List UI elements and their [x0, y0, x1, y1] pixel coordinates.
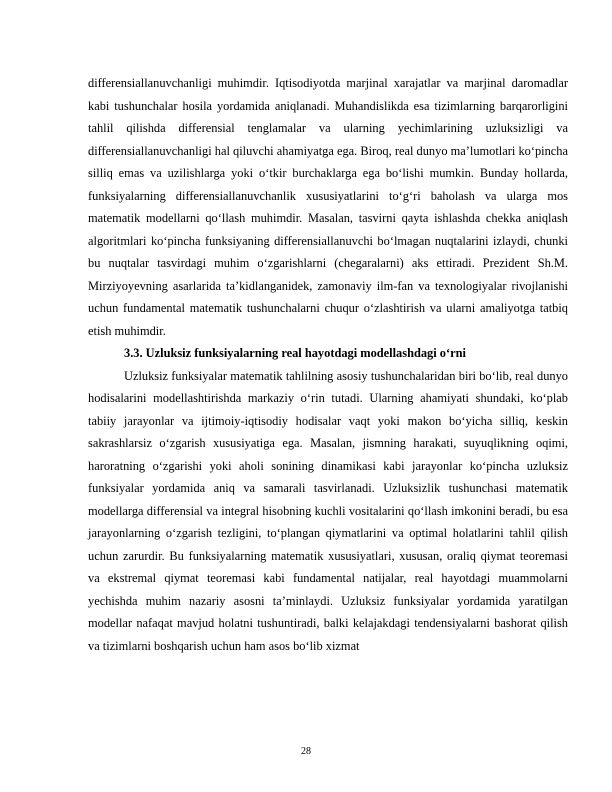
section-heading: 3.3. Uzluksiz funksiyalarning real hayotdagi modellashdagi o‘rni — [124, 346, 466, 360]
body-paragraph: Uzluksiz funksiyalar matematik tahlilning asosiy tushunchalaridan biri bo‘lib, real dunyo hodisalarini modellashtirishda markaziy o‘rin tutadi. Ularning ahamiyati shundaki, ko‘plab tabiiy jarayonlar va ijtimoiy-iqtisodiy hodisalar vaqt yoki makon bo‘yicha silliq, keskin sakrashlarsiz o‘zgarish xususiyatiga ega. Masalan, jismning harakati, suyuqlikning oqimi, haroratning o‘zgarishi yoki aholi sonining dinamikasi kabi jarayonlar ko‘pincha uzluksiz funksiyalar yordamida aniq va samarali tasvirlanadi. Uzluksizlik tushunchasi matematik modellarga differensial va integral hisobning kuchli vositalarini qo‘llash imkonini beradi, bu esa jarayonlarning o‘zgarish tezligini, to‘plangan qiymatlarini va optimal holatlarini tahlil qilish uchun zarurdir. Bu funksiyalarning matematik xususiyatlari, xususan, oraliq qiymat teoremasi va ekstremal qiymat teoremasi kabi fundamental natijalar, real hayotdagi muammolarni yechishda muhim nazariy asosni ta’minlaydi. Uzluksiz funksiyalar yordamida yaratilgan modellar nafaqat mavjud holatni tushuntiradi, balki kelajakdagi tendensiyalarni bashorat qilish va tizimlarni boshqarish uchun ham asos bo‘lib xizmat — [88, 368, 568, 653]
document-page — [88, 72, 568, 657]
page-number: 28 — [301, 746, 311, 757]
body-paragraph-continued: differensiallanuvchanligi muhimdir. Iqtisodiyotda marjinal xarajatlar va marjinal daromadlar kabi tushunchalar hosila yordamida aniqlanadi. Muhandislikda esa tizimlarning barqarorligini tahlil qilishda differensial tenglamalar va ularning yechimlarining uzluksizligi va differensiallanuvchanligi hal qiluvchi ahamiyatga ega. Biroq, real dunyo ma’lumotlari ko‘pincha silliq emas va uzilishlarga yoki o‘tkir burchaklarga ega bo‘lishi mumkin. Bunday hollarda, funksiyalarning differensiallanuvchanlik xususiyatlarini to‘g‘ri baholash va ularga mos matematik modellarni qo‘llash muhimdir. Masalan, tasvirni qayta ishlashda chekka aniqlash algoritmlari ko‘pincha funksiyaning differensiallanuvchi bo‘lmagan nuqtalarini izlaydi, chunki bu nuqtalar tasvirdagi muhim o‘zgarishlarni (chegaralarni) aks ettiradi. Prezident Sh.M. Mirziyoyevning asarlarida ta’kidlanganidek, zamonaviy ilm-fan va texnologiyalar rivojlanishi uchun fundamental matematik tushunchalarni chuqur o‘zlashtirish va ularni amaliyotga tatbiq etish muhimdir. — [88, 76, 568, 338]
